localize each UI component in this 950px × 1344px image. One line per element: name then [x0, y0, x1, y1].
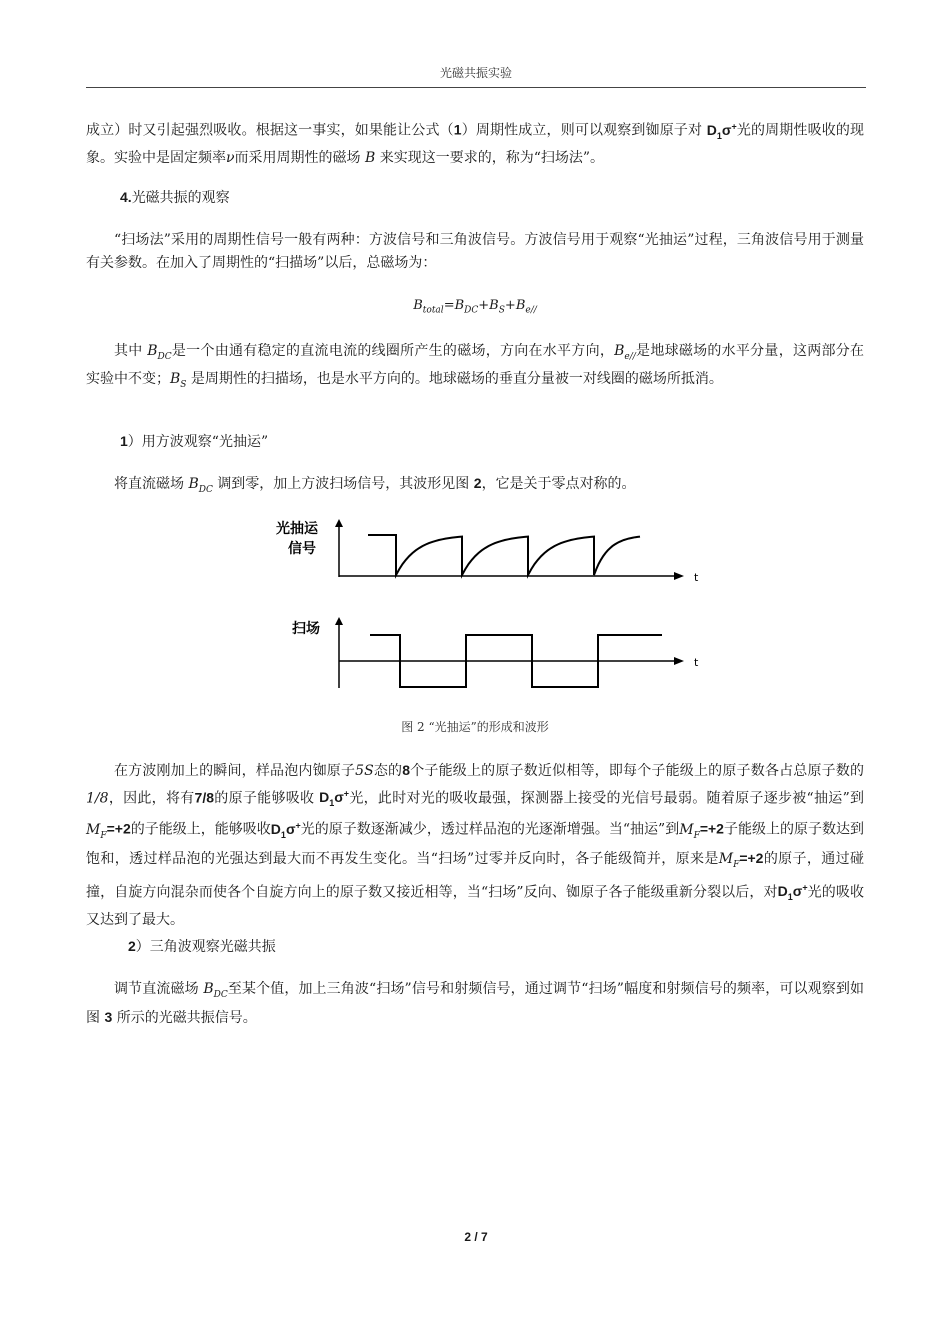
subheading-2: 2）三角波观察光磁共振 — [128, 938, 276, 955]
page-number: 2 / 7 — [464, 1230, 488, 1244]
pumping-signal-curve — [368, 535, 640, 575]
paragraph-1: 成立）时又引起强烈吸收。根据这一事实，如果能让公式（1）周期性成立，则可以观察到铷原子对 $D_1\sigma^+$光的周期性吸收的现象。实验中是固定频率ν而采用周期性的磁场 B 来实现这一要求的，称为“扫场法”。 — [86, 121, 865, 166]
subheading-1: 1）用方波观察“光抽运” — [120, 433, 269, 450]
bottom-t-label: t — [694, 656, 699, 669]
top-t-label: t — [694, 571, 699, 584]
formula-b-total: $B_{total}=B_{DC}+B_S+B_{e//}$ — [413, 298, 537, 316]
paragraph-3: 其中 $B_{DC}$是一个由通有稳定的直流电流的线圈所产生的磁场，方向在水平方向，$B_{e//}$是地球磁场的水平分量，这两部分在实验中不变；$B_S$ 是周期性的扫描场，也是水平方向的。地球磁场的垂直分量被一对线圈的磁场所抵消。 — [86, 343, 865, 391]
bottom-x-arrow-icon — [674, 657, 684, 665]
label-sweep: 扫场 — [292, 621, 320, 637]
top-y-arrow-icon — [335, 519, 343, 527]
page-header: 光磁共振实验 — [439, 66, 512, 80]
paragraph-4: 将直流磁场 $B_{DC}$ 调到零，加上方波扫场信号，其波形见图 2，它是关于零点对称的。 — [114, 475, 636, 495]
paragraph-6: 调节直流磁场 $B_{DC}$至某个值，加上三角波“扫场”信号和射频信号，通过调节“扫场”幅度和射频信号的频率，可以观察到如图 3 所示的光磁共振信号。 — [86, 981, 865, 1027]
label-pumping-signal-2: 信号 — [288, 541, 316, 557]
label-pumping-signal-1: 光抽运 — [276, 521, 318, 537]
section-heading-4: 4.光磁共振的观察 — [120, 189, 230, 206]
bottom-y-arrow-icon — [335, 617, 343, 625]
top-x-arrow-icon — [674, 572, 684, 580]
header-divider — [86, 87, 866, 88]
figure-2-caption: 图 2 “光抽运”的形成和波形 — [401, 720, 549, 734]
figure-2-waveforms — [270, 515, 720, 700]
paragraph-2: “扫场法”采用的周期性信号一般有两种：方波信号和三角波信号。方波信号用于观察“光抽运”过程，三角波信号用于测量有关参数。在加入了周期性的“扫描场”以后，总磁场为： — [86, 232, 864, 271]
paragraph-5: 在方波刚加上的瞬间，样品泡内铷原子5S态的8个子能级上的原子数近似相等，即每个子能级上的原子数各占总原子数的1/8，因此，将有7/8的原子能够吸收 $D_1\sigma^+$光，此时对光的吸收最强，探测器上接受的光信号最弱。随着原子逐步被“抽运”到 $M_F=+2$的子能级上，能够吸收$D_1\sigma^+$光的原子数逐渐减少，透过样品泡的光逐渐增强。当“抽运”到$M_F=+2$子能级上的原子数达到饱和，透过样品泡的光强达到最大而不再发生变化。当“扫场”过零并反向时，各子能级简并，原来是$M_F=+2$的原子，通过碰撞，自旋方向混杂而使各个自旋方向上的原子数又接近相等，当“扫场”反向、铷原子各子能级重新分裂以后，对$D_1\sigma^+$光的吸收又达到了最大。 — [86, 762, 865, 928]
